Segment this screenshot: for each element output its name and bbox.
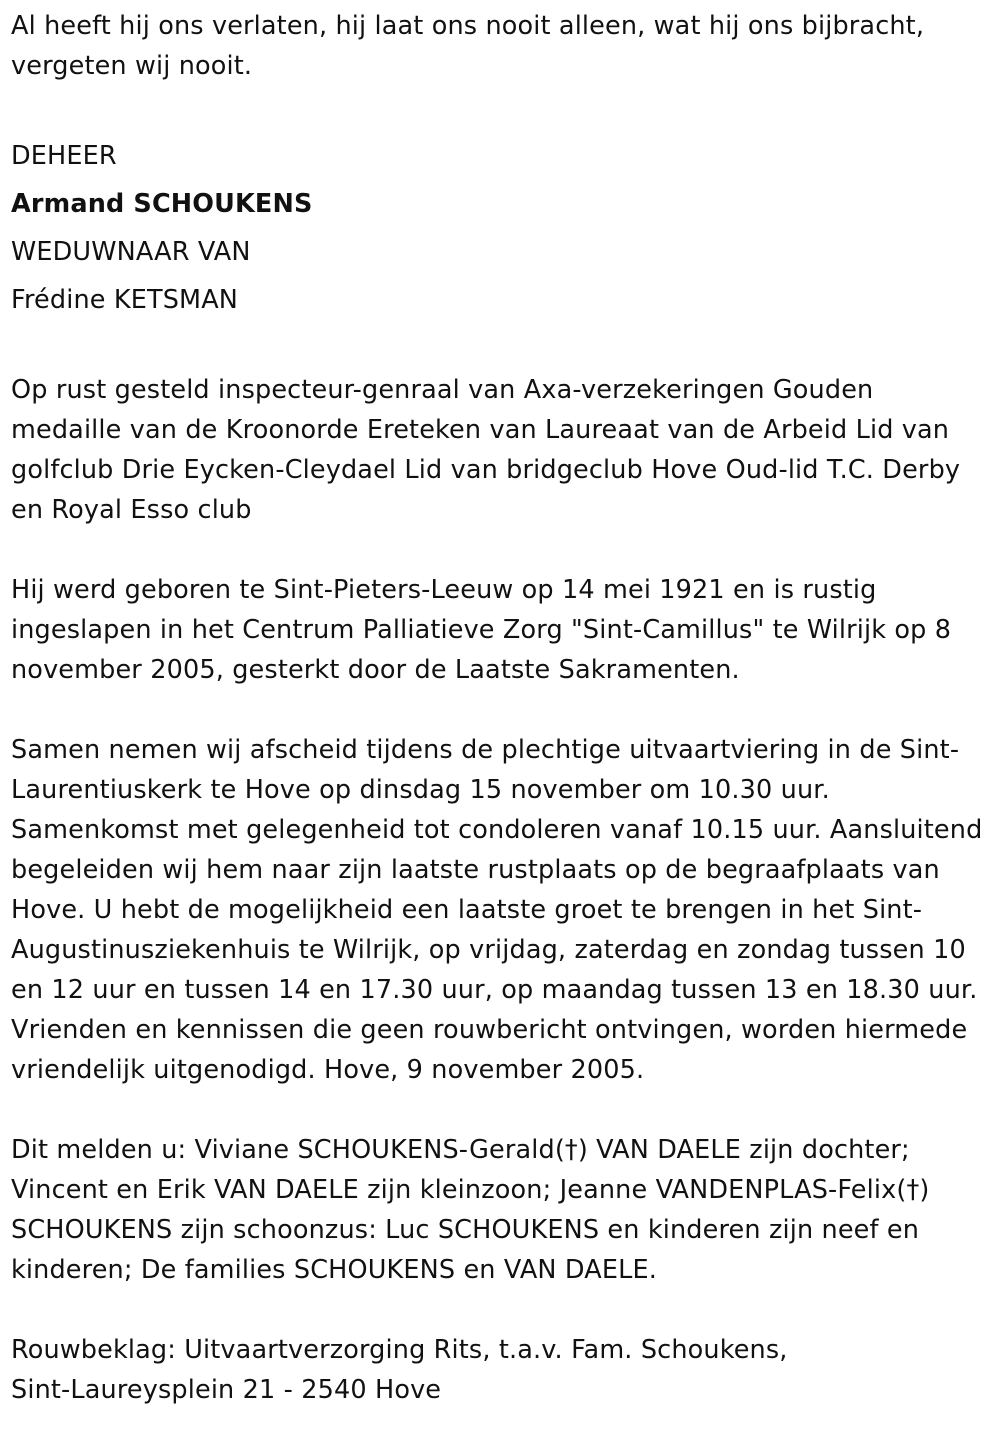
marital-status: WEDUWNAAR VAN — [11, 237, 251, 267]
spouse-name: Frédine KETSMAN — [11, 285, 239, 315]
obituary-document — [11, 6, 991, 1410]
birth-death-paragraph: Hij werd geboren te Sint-Pieters-Leeuw op 14 mei 1921 en is rustig ingeslapen in het Centrum Palliatieve Zorg "Sint-Camillus" te Wilrijk op 8 november 2005, gesterkt door de Laatste Sakramenten. — [11, 575, 952, 685]
condolence-address — [11, 1330, 991, 1410]
family-paragraph: Dit melden u: Viviane SCHOUKENS-Gerald(†) VAN DAELE zijn dochter; Vincent en Erik VAN DAELE zijn kleinzoon; Jeanne VANDENPLAS-Felix(†) SCHOUKENS zijn schoonzus: Luc SCHOUKENS en kinderen zijn neef en kinderen; De families SCHOUKENS en VAN DAELE. — [11, 1135, 930, 1285]
spacer — [11, 1290, 991, 1330]
salutation: DEHEER — [11, 141, 117, 171]
career-paragraph: Op rust gesteld inspecteur-genraal van Axa-verzekeringen Gouden medaille van de Kroonorde Ereteken van Laureaat van de Arbeid Lid van golfclub Drie Eycken-Cleydael Lid van bridgeclub Hove Oud-lid T.C. Derby en Royal Esso club — [11, 375, 961, 525]
spacer — [11, 86, 991, 126]
spacer — [11, 1090, 991, 1130]
spacer — [11, 330, 991, 370]
spacer — [11, 690, 991, 730]
deceased-header — [11, 132, 991, 324]
spacer — [11, 530, 991, 570]
deceased-name: Armand SCHOUKENS — [11, 189, 313, 219]
motto-text: Al heeft hij ons verlaten, hij laat ons nooit alleen, wat hij ons bijbracht, vergeten wij nooit. — [11, 11, 925, 81]
condolence-line-1: Rouwbeklag: Uitvaartverzorging Rits, t.a.v. Fam. Schoukens, — [11, 1335, 788, 1365]
funeral-paragraph: Samen nemen wij afscheid tijdens de plechtige uitvaartviering in de Sint-Laurentiuskerk te Hove op dinsdag 15 november om 10.30 uur. Samenkomst met gelegenheid tot condoleren vanaf 10.15 uur. Aansluitend begeleiden wij hem naar zijn laatste rustplaats op de begraafplaats van Hove. U hebt de mogelijkheid een laatste groet te brengen in het Sint-Augustinusziekenhuis te Wilrijk, op vrijdag, zaterdag en zondag tussen 10 en 12 uur en tussen 14 en 17.30 uur, op maandag tussen 13 en 18.30 uur. Vrienden en kennissen die geen rouwbericht ontvingen, worden hiermede vriendelijk uitgenodigd. Hove, 9 november 2005. — [11, 735, 983, 1085]
condolence-line-2: Sint-Laureysplein 21 - 2540 Hove — [11, 1375, 442, 1405]
